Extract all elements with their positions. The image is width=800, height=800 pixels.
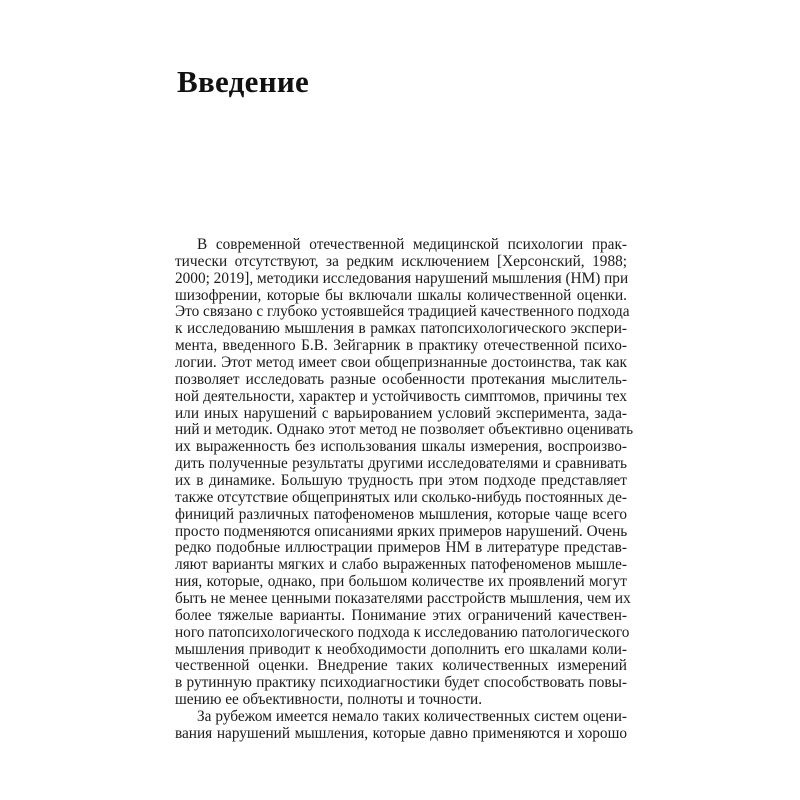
text-line: ной деятельности, характер и устойчивость симптомов, причины тех xyxy=(175,387,627,405)
text-line: логии. Этот метод имеет свои общепризнанные достоинства, так как xyxy=(175,354,627,372)
text-line: ляют варианты мягких и слабо выраженных патофеноменов мышле- xyxy=(175,556,627,574)
text-line: к исследованию мышления в рамках патопсихологического экспери- xyxy=(175,320,627,338)
text-line: позволяет исследовать разные особенности протекания мыслитель- xyxy=(175,370,627,388)
text-line: просто подменяются описаниями ярких примеров нарушений. Очень xyxy=(175,522,628,540)
text-line: ного патопсихологического подхода к исследованию патологического xyxy=(175,623,630,641)
text-line: редко подобные иллюстрации примеров НМ в литературе представ- xyxy=(175,539,627,557)
text-line: финиций различных патофеноменов мышления, которые чаще всего xyxy=(175,505,627,523)
paragraph-1 xyxy=(175,236,634,709)
text-line: более тяжелые варианты. Понимание этих ограничений качествен- xyxy=(175,606,627,624)
text-line: в рутинную практику психодиагностики будет способствовать повы- xyxy=(175,674,627,692)
text-line: чественной оценки. Внедрение таких количественных измерений xyxy=(175,657,627,675)
text-line: тически отсутствуют, за редким исключением [Херсонский, 1988; xyxy=(175,252,627,270)
text-line: шению ее объективности, полноты и точности. xyxy=(175,691,483,709)
text-line: их в динамике. Большую трудность при этом подходе представляет xyxy=(175,472,627,490)
text-line: вания нарушений мышления, которые давно применяются и хорошо xyxy=(175,724,627,742)
text-line: 2000; 2019], методики исследования нарушений мышления (НМ) при xyxy=(175,269,629,287)
text-line: мышления приводит к необходимости дополнить его шкалами коли- xyxy=(175,640,627,658)
text-line: В современной отечественной медицинской психологии прак- xyxy=(197,236,627,253)
text-line: Это связано с глубоко устоявшейся традицией качественного подхода xyxy=(175,303,630,321)
body-text xyxy=(175,236,634,743)
text-line: мента, введенного Б.В. Зейгарник в практику отечественной психо- xyxy=(175,337,627,355)
text-line: ния, которые, однако, при большом количестве их проявлений могут xyxy=(175,573,627,591)
text-line: также отсутствие общепринятых или сколько-нибудь постоянных де- xyxy=(175,488,627,506)
text-line: За рубежом имеется немало таких количественных систем оцени- xyxy=(197,708,627,726)
text-line: быть не менее ценными показателями расстройств мышления, чем их xyxy=(175,590,631,608)
paragraph-2 xyxy=(175,709,627,743)
text-line: дить полученные результаты другими исследователями и сравнивать xyxy=(175,455,627,473)
text-line: или иных нарушений с варьированием условий эксперимента, зада- xyxy=(175,404,627,422)
chapter-title: Введение xyxy=(177,64,310,99)
text-line: шизофрении, которые бы включали шкалы количественной оценки. xyxy=(175,286,627,304)
text-line: их выраженность без использования шкалы измерения, воспроизво- xyxy=(175,438,627,456)
text-line: ний и методик. Однако этот метод не позволяет объективно оценивать xyxy=(175,421,634,439)
